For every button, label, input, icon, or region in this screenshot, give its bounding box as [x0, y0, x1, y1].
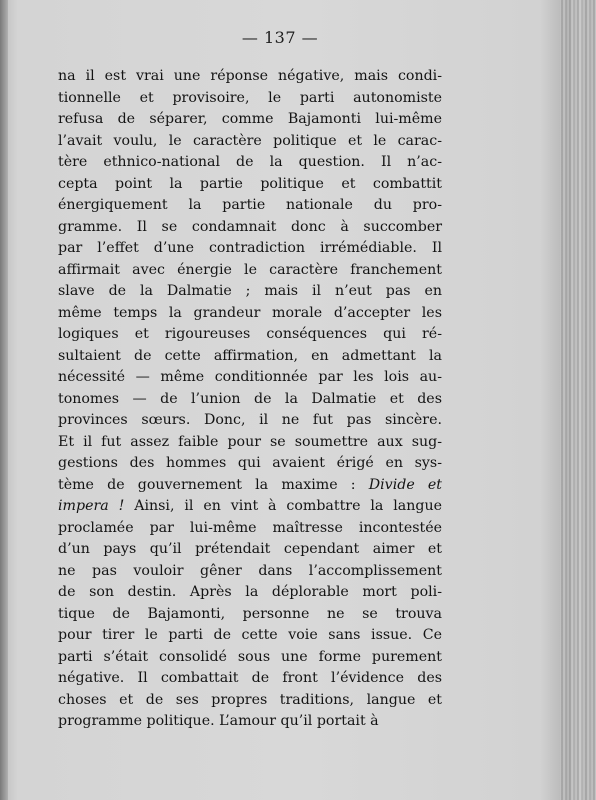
- text-line: parti s’était consolidé sous une forme purement: [58, 648, 442, 665]
- text-line: cepta point la partie politique et combattit: [58, 175, 442, 192]
- text-line: nécessité — même conditionnée par les lois au-: [58, 369, 442, 385]
- text-line: programme politique. L’amour qu’il portait à: [58, 713, 379, 729]
- text-line: proclamée par lui-même maîtresse incontestée: [58, 519, 442, 536]
- text-line: d’un pays qu’il prétendait cependant aimer et: [58, 541, 442, 557]
- book-binding-edge: [560, 0, 596, 800]
- text-line: logiques et rigoureuses conséquences qui ré-: [58, 326, 442, 342]
- text-line: provinces sœurs. Donc, il ne fut pas sincère.: [58, 412, 442, 428]
- text-line: Et il fut assez faible pour se soumettre aux sug-: [58, 433, 442, 450]
- text-line: tionnelle et provisoire, le parti autonomiste: [58, 89, 442, 106]
- page-number: — 137 —: [241, 28, 319, 47]
- text-line: gramme. Il se condamnait donc à succomber: [58, 218, 442, 235]
- text-line: par l’effet d’une contradiction irrémédiable. Il: [58, 240, 442, 256]
- text-line: l’avait voulu, le caractère politique et le carac-: [58, 132, 442, 149]
- text-segment: tème de gouvernement la maxime :: [58, 476, 356, 493]
- text-segment: Ainsi, il en vint à combattre la langue: [134, 498, 442, 514]
- text-line: tique de Bajamonti, personne ne se trouva: [58, 605, 442, 622]
- text-line: même temps la grandeur morale d’accepter les: [58, 304, 442, 321]
- text-line: choses et de ses propres traditions, langue et: [58, 691, 442, 708]
- italic-phrase: impera !: [58, 498, 125, 514]
- text-line: énergiquement la partie nationale du pro-: [58, 197, 442, 213]
- body-text: [58, 66, 442, 733]
- text-line: gestions des hommes qui avaient érigé en sys-: [58, 455, 442, 471]
- text-line: tère ethnico-national de la question. Il n’ac-: [58, 154, 442, 170]
- text-line: na il est vrai une réponse négative, mais condi-: [58, 68, 442, 84]
- text-line-with-italic: [58, 475, 442, 497]
- text-line: refusa de séparer, comme Bajamonti lui-même: [58, 111, 442, 127]
- text-line: ne pas vouloir gêner dans l’accomplissement: [58, 562, 442, 579]
- text-line: négative. Il combattait de front l’évidence des: [58, 670, 442, 686]
- text-line: de son destin. Après la déplorable mort poli-: [58, 584, 442, 600]
- italic-phrase: Divide et: [368, 476, 442, 493]
- text-line: slave de la Dalmatie ; mais il n’eut pas en: [58, 283, 442, 299]
- text-line: affirmait avec énergie le caractère franchement: [58, 261, 442, 278]
- text-line: tonomes — de l’union de la Dalmatie et des: [58, 390, 442, 407]
- text-line: pour tirer le parti de cette voie sans issue. Ce: [58, 627, 442, 643]
- text-line: sultaient de cette affirmation, en admettant la: [58, 347, 442, 364]
- text-line-with-italic: [58, 496, 442, 518]
- page-left-edge: [0, 0, 8, 800]
